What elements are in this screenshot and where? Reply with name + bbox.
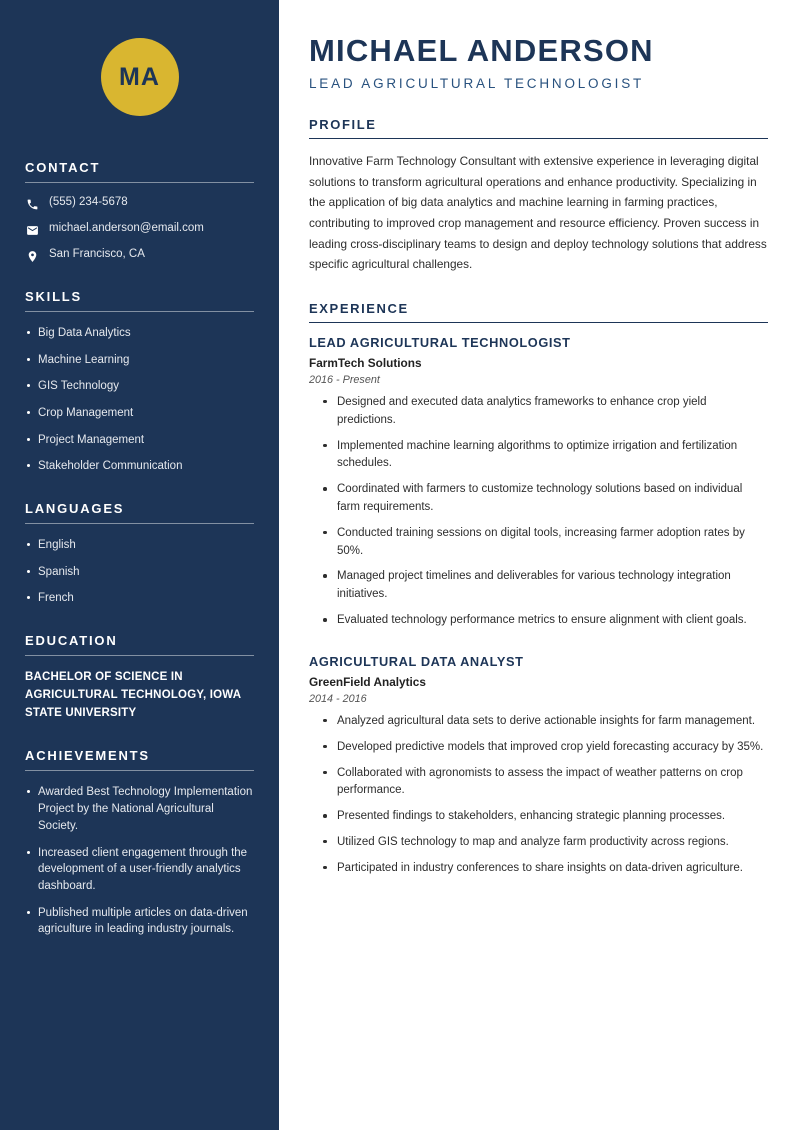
list-item: Presented findings to stakeholders, enhancing strategic planning processes. (323, 808, 768, 826)
list-item: Conducted training sessions on digital tools, increasing farmer adoption rates by 50%. (323, 525, 768, 561)
contact-section (25, 160, 254, 263)
job-company: FarmTech Solutions (309, 355, 422, 370)
contact-email[interactable] (25, 222, 254, 237)
list-item: Implemented machine learning algorithms to optimize irrigation and fertilization schedules. (323, 438, 768, 474)
list-item: Participated in industry conferences to share insights on data-driven agriculture. (323, 860, 768, 878)
main-content (279, 0, 800, 1130)
languages-list (25, 537, 254, 607)
list-item: Coordinated with farmers to customize technology solutions based on individual farm requirements. (323, 481, 768, 517)
contact-phone[interactable] (25, 196, 254, 211)
experience-section (309, 301, 768, 878)
mail-icon (25, 223, 39, 237)
list-item: Crop Management (25, 405, 254, 422)
list-item: Utilized GIS technology to map and analyze farm productivity across regions. (323, 834, 768, 852)
experience-entry-1 (309, 335, 768, 630)
list-item: Increased client engagement through the development of a user-friendly analytics dashboard. (25, 845, 254, 895)
list-item: Spanish (25, 564, 254, 581)
achievements-section (25, 748, 254, 937)
job-title: AGRICULTURAL DATA ANALYST (309, 653, 524, 669)
list-item: Published multiple articles on data-driven agriculture in leading industry journals. (25, 905, 254, 938)
phone-icon (25, 197, 39, 211)
skills-list (25, 325, 254, 475)
section-spacer (309, 644, 768, 654)
job-role-subtitle: LEAD AGRICULTURAL TECHNOLOGIST (309, 76, 645, 92)
list-item: Big Data Analytics (25, 325, 254, 342)
profile-section (309, 117, 768, 275)
list-item: Developed predictive models that improved crop yield forecasting accuracy by 35%. (323, 739, 768, 757)
list-item: Managed project timelines and deliverables for various technology integration initiatives. (323, 568, 768, 604)
contact-section-title: CONTACT (25, 160, 254, 183)
education-section (25, 633, 254, 722)
education-section-title: EDUCATION (25, 633, 254, 656)
list-item: French (25, 590, 254, 607)
list-item: English (25, 537, 254, 554)
job-bullet-list (323, 713, 768, 878)
profile-section-title: PROFILE (309, 117, 768, 139)
list-item: Awarded Best Technology Implementation Project by the National Agricultural Society. (25, 784, 254, 834)
location-pin-icon (25, 249, 39, 263)
education-entry: BACHELOR OF SCIENCE IN AGRICULTURAL TECHNOLOGY, IOWA STATE UNIVERSITY (25, 671, 241, 719)
contact-location-value: San Francisco, CA (49, 248, 145, 260)
languages-section-title: LANGUAGES (25, 501, 254, 524)
list-item: Machine Learning (25, 352, 254, 369)
list-item: Stakeholder Communication (25, 458, 254, 475)
job-title: LEAD AGRICULTURAL TECHNOLOGIST (309, 334, 571, 350)
job-bullet-list (323, 394, 768, 630)
job-dates: 2014 - 2016 (309, 692, 367, 705)
list-item: Designed and executed data analytics frameworks to enhance crop yield predictions. (323, 394, 768, 430)
list-item: GIS Technology (25, 378, 254, 395)
avatar-container (0, 38, 279, 116)
list-item: Project Management (25, 432, 254, 449)
achievements-list (25, 784, 254, 937)
achievements-section-title: ACHIEVEMENTS (25, 748, 254, 771)
list-item: Evaluated technology performance metrics to ensure alignment with client goals. (323, 612, 768, 630)
page-title: MICHAEL ANDERSON (309, 33, 654, 68)
skills-section (25, 289, 254, 475)
profile-text: Innovative Farm Technology Consultant with extensive experience in leveraging digital solutions to transform agricultural operations and enhance productivity. Specializing in the application of big data analytics and machine learning in farming practices, contributing to improved crop management and resource efficiency. Proven success in leading cross-disciplinary teams to design and deploy technology solutions that address specific agricultural challenges. (309, 154, 767, 272)
list-item: Collaborated with agronomists to assess the impact of weather patterns on crop performance. (323, 765, 768, 801)
experience-section-title: EXPERIENCE (309, 301, 768, 323)
avatar-initials: MA (101, 38, 179, 116)
sidebar (0, 0, 279, 1130)
job-company: GreenField Analytics (309, 674, 426, 689)
contact-email-value: michael.anderson@email.com (49, 222, 204, 234)
contact-location[interactable] (25, 248, 254, 263)
job-dates: 2016 - Present (309, 373, 380, 386)
experience-entry-2 (309, 654, 768, 878)
skills-section-title: SKILLS (25, 289, 254, 312)
contact-phone-value: (555) 234-5678 (49, 196, 128, 208)
languages-section (25, 501, 254, 607)
list-item: Analyzed agricultural data sets to derive actionable insights for farm management. (323, 713, 768, 731)
